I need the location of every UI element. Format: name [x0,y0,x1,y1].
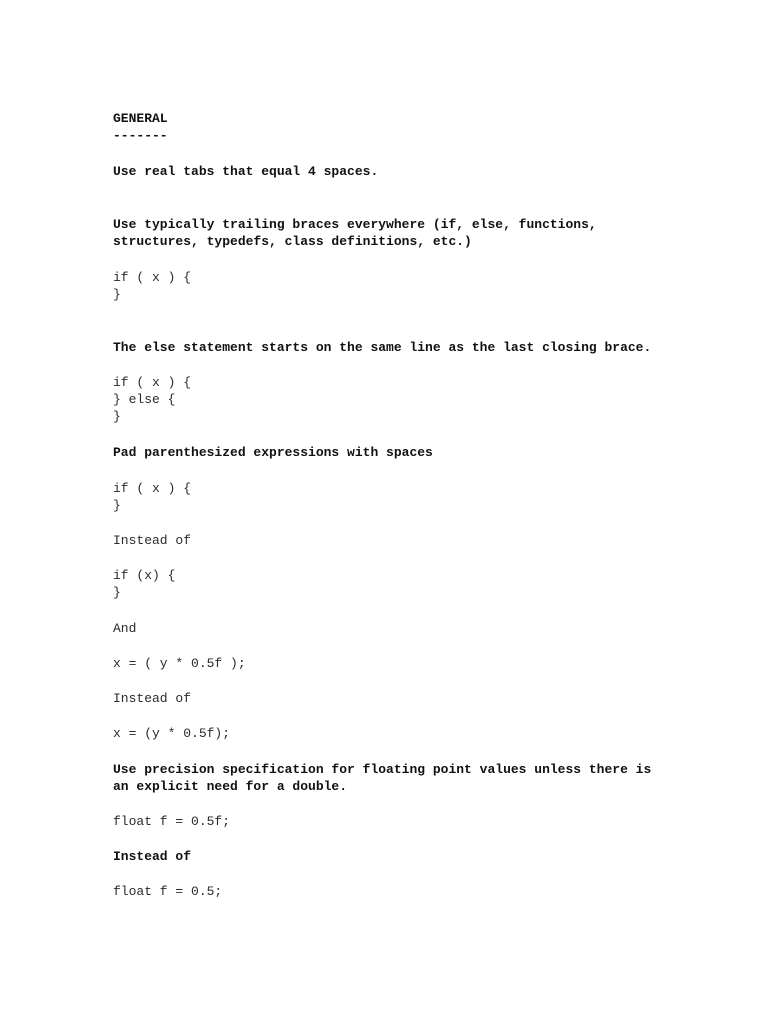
code-example-else-line-1: if ( x ) { [113,375,192,390]
rule-else-statement: The else statement starts on the same line as the last closing brace. [113,340,652,355]
and-label: And [113,621,137,636]
code-example-pad-line-2: } [113,498,121,513]
instead-of-label: Instead of [113,691,192,706]
code-example-braces-line-1: if ( x ) { [113,270,192,285]
code-example-pad-expression: x = ( y * 0.5f ); [113,656,246,671]
code-counter-example-float: float f = 0.5; [113,884,223,899]
section-heading-underline: ------- [113,128,168,143]
rule-trailing-braces-line-2: structures, typedefs, class definitions, etc.) [113,234,472,249]
code-counter-example-pad-expression: x = (y * 0.5f); [113,726,231,741]
section-heading: GENERAL [113,111,168,126]
code-example-float: float f = 0.5f; [113,814,231,829]
rule-trailing-braces-line-1: Use typically trailing braces everywhere (if, else, functions, [113,217,597,232]
instead-of-label: Instead of [113,849,192,864]
code-example-else-line-2: } else { [113,392,176,407]
rule-float-precision-line-1: Use precision specification for floating point values unless there is [113,762,652,777]
code-example-pad-line-1: if ( x ) { [113,481,192,496]
instead-of-label: Instead of [113,533,192,548]
code-example-else-line-3: } [113,409,121,424]
code-counter-example-pad-line-1: if (x) { [113,568,176,583]
code-example-braces-line-2: } [113,287,121,302]
rule-tabs: Use real tabs that equal 4 spaces. [113,164,379,179]
rule-float-precision-line-2: an explicit need for a double. [113,779,348,794]
rule-pad-parentheses: Pad parenthesized expressions with spaces [113,445,433,460]
code-counter-example-pad-line-2: } [113,585,121,600]
